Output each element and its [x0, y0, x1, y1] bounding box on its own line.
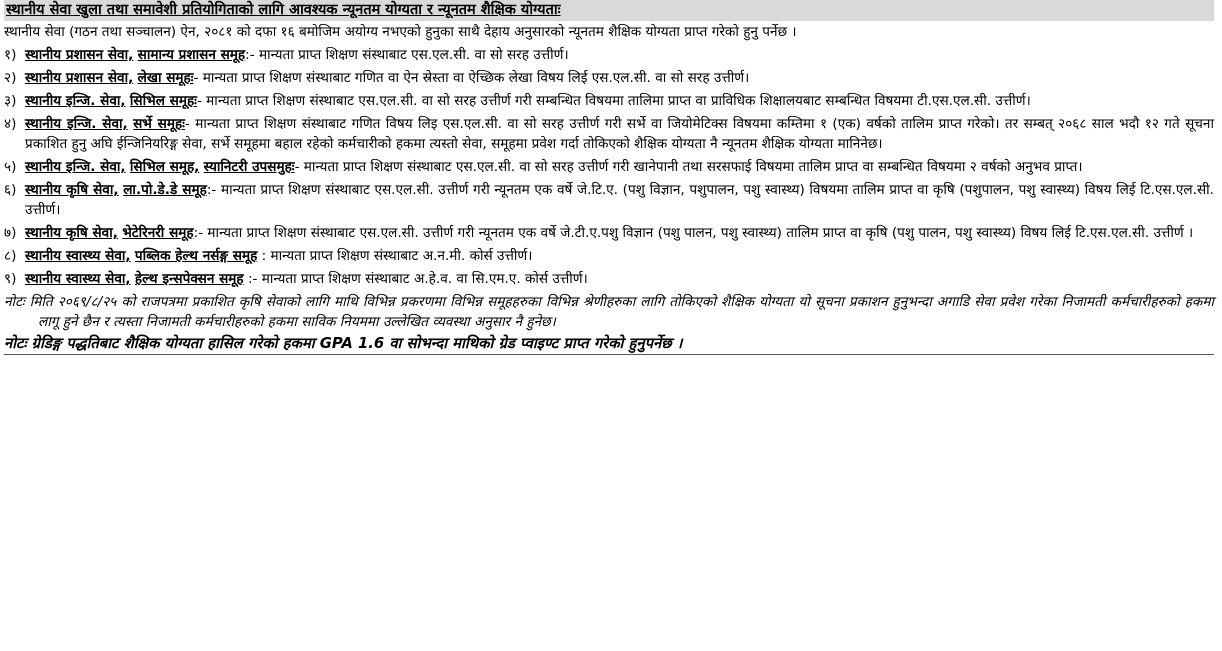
item-number: ८)	[4, 248, 17, 264]
list-item	[4, 180, 1214, 220]
service-name: स्थानीय कृषि सेवा,	[25, 225, 118, 241]
qualification-list	[4, 45, 1214, 289]
subgroup-name: स्यानिटरी उपसमुहः	[203, 159, 295, 175]
service-name: स्थानीय प्रशासन सेवा,	[25, 47, 134, 63]
item-text: :- मान्यता प्राप्त शिक्षण संस्थाबाट एस.एल.सी. उत्तीर्ण गरी न्यूनतम एक वर्षे जे.टी.ए.पशु विज्ञान (पशु पालन, पशु स्वास्थ्य) तालिम प्राप्त वा कृषि (पशु पालन, पशु स्वास्थ्य) विषय लिई टि.एस.एल.सी. उत्तीर्ण ।	[193, 225, 1194, 241]
item-text: :- मान्यता प्राप्त शिक्षण संस्थाबाट अ.हे.व. वा सि.एम.ए. कोर्स उत्तीर्ण।	[243, 271, 588, 287]
list-item	[4, 246, 1214, 266]
note-agriculture: नोटः मिति २०६९/८/२५ को राजपत्रमा प्रकाशित कृषि सेवाको लागि माथि विभिन्न प्रकरणमा विभिन्न समूहहरुका विभिन्न श्रेणीहरुका लागि तोकिएको शैक्षिक योग्यता यो सूचना प्रकाशन हुनुभन्दा अगाडि सेवा प्रवेश गरेका निजामती कर्मचारीहरुको हकमा लागू हुने छैन र त्यस्ता निजामती कर्मचारीहरुको हकमा साविक नियममा उल्लेखित व्यवस्था अनुसार नै हुनेछ।	[4, 294, 1214, 330]
group-name: सिभिल समूह,	[129, 159, 200, 175]
item-text: - मान्यता प्राप्त शिक्षण संस्थाबाट गणित वा ऐन स्रेस्ता वा ऐच्छिक लेखा विषय लिई एस.एल.सी. वा सो सरह उत्तीर्ण।	[193, 70, 750, 86]
section-heading: स्थानीय सेवा खुला तथा समावेशी प्रतियोगिताको लागि आवश्यक न्यूनतम योग्यता र न्यूनतम शैक्षिक योग्यताः	[4, 0, 1214, 21]
service-name: स्थानीय इन्जि. सेवा,	[25, 93, 126, 109]
service-name: स्थानीय इन्जि. सेवा,	[25, 159, 126, 175]
item-text: - मान्यता प्राप्त शिक्षण संस्थाबाट एस.एल.सी. वा सो सरह उत्तीर्ण गरी खानेपानी तथा सरसफाई विषयमा तालिम प्राप्त वा सम्बन्धित विषयमा २ वर्षको अनुभव प्राप्त।	[294, 159, 1083, 175]
item-number: ९)	[4, 271, 17, 287]
item-number: ३)	[4, 93, 17, 109]
list-item	[4, 269, 1214, 289]
group-name: ला.पो.डे.डे समूह	[123, 182, 207, 198]
list-item	[4, 223, 1214, 243]
list-item	[4, 114, 1214, 154]
item-number: ५)	[4, 159, 17, 175]
list-item	[4, 157, 1214, 177]
list-item	[4, 91, 1214, 111]
note-gpa: नोटः ग्रेडिङ्ग पद्धतिबाट शैक्षिक योग्यता हासिल गरेको हकमा GPA 1.6 वा सोभन्दा माथिको ग्रेड प्वाइण्ट प्राप्त गरेको हुनुपर्नेछ ।	[4, 333, 1214, 355]
group-name: लेखा समूहः	[137, 70, 194, 86]
item-number: ७)	[4, 225, 17, 241]
item-number: १)	[4, 47, 17, 63]
group-name: पब्लिक हेल्थ नर्सङ्ग समूह	[134, 248, 258, 264]
service-name: स्थानीय स्वास्थ्य सेवा,	[25, 271, 131, 287]
item-text: - मान्यता प्राप्त शिक्षण संस्थाबाट एस.एल.सी. वा सो सरह उत्तीर्ण गरी सम्बन्धित विषयमा तालिमा प्राप्त वा प्राविधिक शिक्षालयबाट सम्बन्धित विषयमा टी.एस.एल.सी. उत्तीर्ण।	[196, 93, 1031, 109]
item-text: :- मान्यता प्राप्त शिक्षण संस्थाबाट एस.एल.सी. उत्तीर्ण गरी न्यूनतम एक वर्षे जे.टि.ए. (पशु विज्ञान, पशुपालन, पशु स्वास्थ्य) विषयमा तालिम प्राप्त वा कृषि (पशुपालन, पशु स्वास्थ्य) विषय लिई टि.एस.एल.सी. उत्तीर्ण।	[25, 182, 1214, 218]
intro-paragraph: स्थानीय सेवा (गठन तथा सञ्चालन) ऐन, २०८१ को दफा १६ बमोजिम अयोग्य नभएको हुनुका साथै देहाय अनुसारको न्यूनतम शैक्षिक योग्यता प्राप्त गरेको हुनु पर्नेछ ।	[4, 24, 797, 40]
list-item	[4, 45, 1214, 65]
item-number: ४)	[4, 116, 17, 132]
service-name: स्थानीय इन्जि. सेवा,	[25, 116, 128, 132]
service-name: स्थानीय कृषि सेवा,	[25, 182, 119, 198]
group-name: सर्भे समूहः	[133, 116, 185, 132]
service-name: स्थानीय प्रशासन सेवा,	[25, 70, 134, 86]
group-name: सामान्य प्रशासन समूह	[137, 47, 246, 63]
item-text: : मान्यता प्राप्त शिक्षण संस्थाबाट अ.न.मी. कोर्स उत्तीर्ण।	[257, 248, 533, 264]
item-number: ६)	[4, 182, 17, 198]
group-name: हेल्थ इन्सपेक्सन समूह	[134, 271, 244, 287]
group-name: सिभिल समूहः	[129, 93, 197, 109]
service-name: स्थानीय स्वास्थ्य सेवा,	[25, 248, 131, 264]
item-text: - मान्यता प्राप्त शिक्षण संस्थाबाट गणित विषय लिइ एस.एल.सी. वा सो सरह उत्तीर्ण गरी सर्भे वा जियोमेटिक्स विषयमा कम्तिमा १ (एक) वर्षको तालिम प्राप्त गरेको। तर सम्बत् २०६८ साल भदौ १२ गते सूचना प्रकाशित हुनु अघि ईन्जिनियरिङ्ग सेवा, सर्भे समूहमा बहाल रहेको कर्मचारीको हकमा त्यस्तो सेवा, समूहमा प्रवेश गर्दा तोकिएको शैक्षिक योग्यता नै न्यूनतम शैक्षिक योग्यता मानिनेछ।	[25, 116, 1214, 152]
item-text: :- मान्यता प्राप्त शिक्षण संस्थाबाट एस.एल.सी. वा सो सरह उत्तीर्ण।	[245, 47, 569, 63]
item-number: २)	[4, 70, 17, 86]
group-name: भेटेरिनरी समूह	[122, 225, 194, 241]
list-item	[4, 68, 1214, 88]
